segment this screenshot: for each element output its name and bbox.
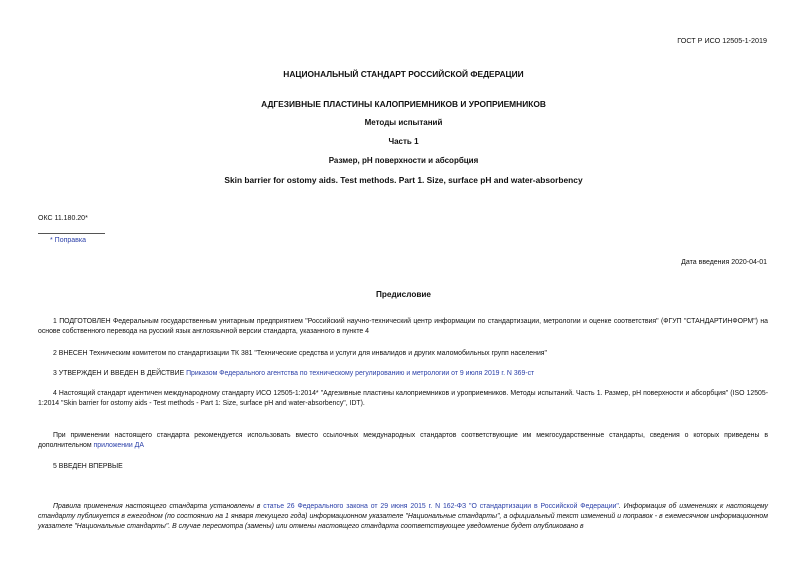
document-title-en: Skin barrier for ostomy aids. Test methods. Part 1. Size, surface pH and water-absorbency [224,175,583,185]
application-text: При применении настоящего стандарта рекомендуется использовать вместо ссылочных международных стандартов соответствующие им межгосударственные стандарты, сведения о которых приведены в дополнительном [38,432,768,449]
approved-text: 3 УТВЕРЖДЕН И ВВЕДЕН В ДЕЙСТВИЕ [53,370,187,377]
document-title-ru: АДГЕЗИВНЫЕ ПЛАСТИНЫ КАЛОПРИЕМНИКОВ И УРОПРИЕМНИКОВ [261,99,546,109]
paragraph-submitted: 2 ВНЕСЕН Техническим комитетом по стандартизации ТК 381 "Технические средства и услуги для инвалидов и других маломобильных групп населения" [53,350,547,357]
approval-order-link[interactable]: Приказом Федерального агентства по техническому регулированию и метрологии от 9 июля 2019 г. N 369-ст [186,370,535,377]
paragraph-prepared: 1 ПОДГОТОВЛЕН Федеральным государственным унитарным предприятием "Российский научно-технический центр информации по стандартизации, метрологии и оценке соответствия" (ФГУП "СТАНДАРТИНФОРМ") на основе собственного перевода на русский язык англоязычной версии стандарта, указанного в пункте 4 [38,318,768,335]
part-title: Размер, pH поверхности и абсорбция [328,156,479,165]
document-subtitle: Методы испытаний [364,118,443,127]
footnote-divider [38,233,105,234]
paragraph-introduced: 5 ВВЕДЕН ВПЕРВЫЕ [53,463,123,470]
rules-text-b: . Информация об изменениях к настоящему стандарту публикуется в ежегодном (по состоянию на 1 января текущего года) информационном указателе "Национальные стандарты", а официальный текст изменений и поправок - в ежемесячном информационном указателе "Национальные стандарты". В случае пересмотра (замены) или отмены настоящего стандарта соответствующее уведомление будет опубликовано в [38,503,768,530]
preface-heading: Предисловие [376,290,431,299]
paragraph-identical: 4 Настоящий стандарт идентичен международному стандарту ИСО 12505-1:2014* "Адгезивные пластины калоприемников и уроприемников. Методы испытаний. Часть 1. Размер, pH поверхности и абсорбция" (ISO 12505-1:2014 "Skin barrier for ostomy aids - Test methods - Part 1: Size, surface pH and water-absorbency", IDT). [38,390,768,407]
amendment-link[interactable]: * Поправка [50,237,86,244]
appendix-da-link[interactable]: приложении ДА [93,442,144,449]
federal-law-link[interactable]: статье 26 Федерального закона от 29 июня 2015 г. N 162-ФЗ "О стандартизации в Российской Федерации" [263,503,619,510]
effective-date: Дата введения 2020-04-01 [681,259,767,266]
paragraph-rules [38,502,768,532]
document-code: ГОСТ Р ИСО 12505-1-2019 [677,36,767,45]
paragraph-approved [38,369,768,379]
oks-code: ОКС 11.180.20* [38,215,88,222]
paragraph-application [38,431,768,451]
rules-text-a: Правила применения настоящего стандарта установлены в [53,503,264,510]
national-standard-heading: НАЦИОНАЛЬНЫЙ СТАНДАРТ РОССИЙСКОЙ ФЕДЕРАЦИИ [283,69,524,79]
part-number: Часть 1 [388,137,419,146]
